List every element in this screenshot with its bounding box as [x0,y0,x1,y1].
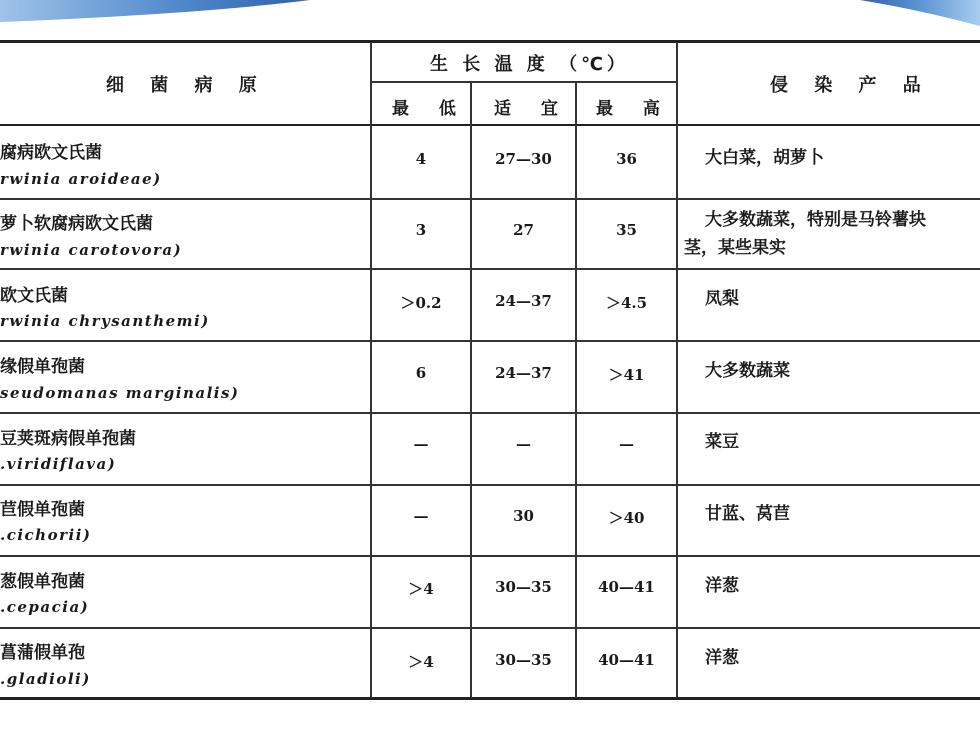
pathogen-name-cn: 菖蒲假单孢 [0,643,85,663]
pathogen-name-cn: 缘假单孢菌 [0,357,85,377]
row-rule [0,340,980,342]
temp-min: 6 [415,364,427,382]
table-bottom-rule [0,697,980,700]
infected-product: 大多数蔬菜，特别是马铃薯块 [705,210,926,230]
pathogen-name-latin: .cepacia) [0,598,90,616]
pathogen-name-cn: 苣假单孢菌 [0,500,85,520]
infected-product: 凤梨 [705,289,739,309]
header-pathogen: 细 菌 病 原 [106,75,267,96]
temp-max: ＞4.5 [605,294,648,312]
temp-optimal: 30 [513,507,534,525]
table-top-rule [0,40,980,43]
pathogen-name-latin: .viridiflava) [0,455,117,473]
row-rule [0,198,980,200]
pathogen-name-latin: rwinia chrysanthemi) [0,312,210,330]
temp-optimal: 30—35 [495,578,552,596]
temp-max: — [619,435,634,453]
temp-optimal: — [516,435,531,453]
temp-max: ＞40 [608,509,645,527]
temp-min: ＞4 [408,580,434,598]
temp-max: ＞41 [608,366,645,384]
pathogen-name-latin: rwinia aroideae) [0,170,162,188]
pathogen-name-cn: 豆荚斑病假单孢菌 [0,429,136,449]
pathogen-name-cn: 欧文氏菌 [0,286,68,306]
row-rule [0,555,980,557]
temp-max: 40—41 [598,578,655,596]
infected-product: 洋葱 [705,648,739,668]
infected-product: 茎，某些果实 [684,238,786,258]
temp-min: — [413,435,429,453]
pathogen-name-latin: seudomanas marginalis) [0,384,240,402]
temp-subheader-rule [372,81,676,83]
column-divider [575,82,577,698]
header-bottom-rule [0,124,980,126]
column-divider [676,42,678,698]
temp-max: 36 [616,150,637,168]
column-divider [470,82,472,698]
temp-max: 35 [616,221,637,239]
header-infected-products: 侵 染 产 品 [770,75,931,96]
pathogen-name-cn: 腐病欧文氏菌 [0,143,102,163]
pathogen-name-cn: 葱假单孢菌 [0,572,85,592]
temp-min: 4 [415,150,427,168]
temp-optimal: 24—37 [495,364,552,382]
pathogen-name-cn: 萝卜软腐病欧文氏菌 [0,214,153,234]
temp-optimal: 30—35 [495,651,552,669]
infected-product: 洋葱 [705,576,739,596]
infected-product: 大多数蔬菜 [705,361,790,381]
header-max: 最 高 [596,99,672,119]
temp-optimal: 27 [513,221,534,239]
pathogen-name-latin: rwinia carotovora) [0,241,183,259]
temp-min: 3 [415,221,427,239]
header-optimal: 适 宜 [494,99,570,119]
row-rule [0,484,980,486]
temp-optimal: 27—30 [495,150,552,168]
row-rule [0,268,980,270]
header-min: 最 低 [392,99,468,119]
row-rule [0,627,980,629]
infected-product: 大白菜，胡萝卜 [705,148,824,168]
row-rule [0,412,980,414]
temp-min: ＞0.2 [400,294,442,312]
temp-min: — [413,507,429,525]
header-growth-temp: 生 长 温 度 （℃） [430,54,629,75]
pathogen-name-latin: .cichorii) [0,526,92,544]
temp-min: ＞4 [408,653,434,671]
temp-max: 40—41 [598,651,655,669]
infected-product: 菜豆 [705,432,739,452]
pathogen-name-latin: .gladioli) [0,670,91,688]
infected-product: 甘蓝、莴苣 [705,504,790,524]
temp-optimal: 24—37 [495,292,552,310]
